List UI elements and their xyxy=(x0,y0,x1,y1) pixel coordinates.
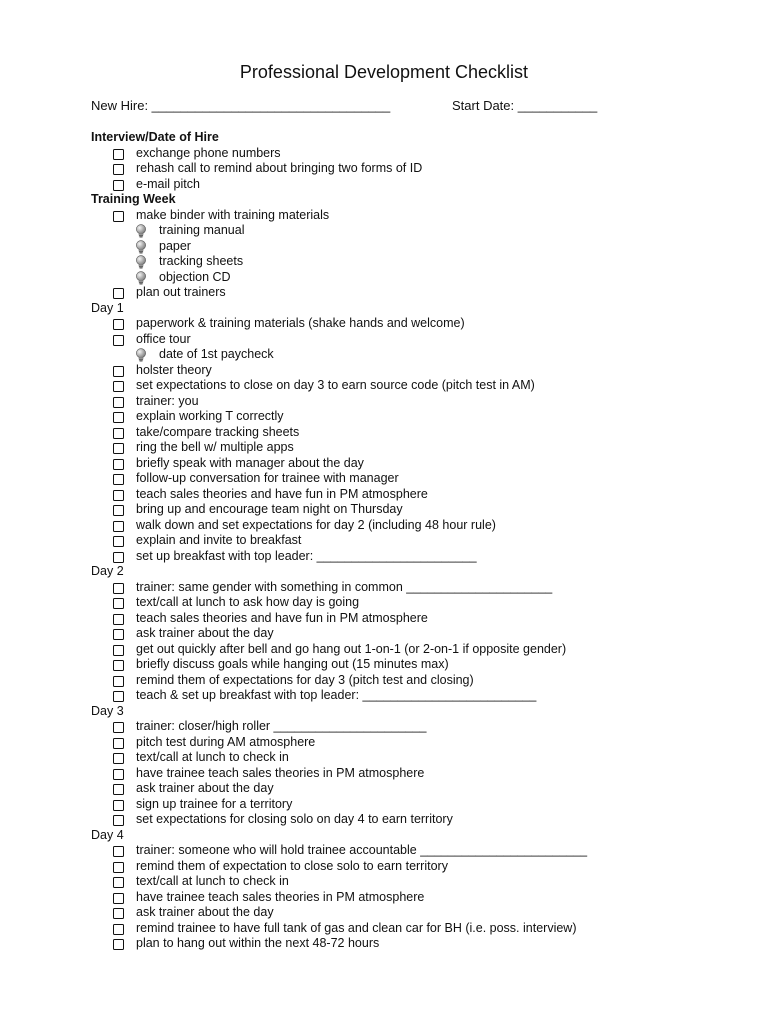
lightbulb-icon xyxy=(135,224,147,238)
checklist-item xyxy=(0,750,768,766)
checkbox-icon xyxy=(113,180,124,191)
checkbox-icon xyxy=(113,319,124,330)
day-heading xyxy=(0,828,768,844)
checkbox-icon xyxy=(113,397,124,408)
sub-item xyxy=(0,223,768,239)
item-label: trainer: same gender with something in common _____________________ xyxy=(136,579,553,594)
item-label: ring the bell w/ multiple apps xyxy=(136,440,294,454)
heading-label: Interview/Date of Hire xyxy=(91,130,219,144)
checklist-item xyxy=(0,812,768,828)
item-label: take/compare tracking sheets xyxy=(136,424,300,439)
checkbox-icon xyxy=(113,505,124,516)
checklist-item xyxy=(0,859,768,875)
item-label: plan out trainers xyxy=(136,285,226,299)
heading-label: Day 3 xyxy=(91,703,124,718)
checkbox-icon xyxy=(113,536,124,547)
checkbox-icon xyxy=(113,722,124,733)
item-label: set expectations for closing solo on day 4 to earn territory xyxy=(136,812,453,826)
checklist-item xyxy=(0,766,768,782)
checklist-item xyxy=(0,657,768,673)
day-heading xyxy=(0,564,768,580)
sub-item xyxy=(0,239,768,255)
item-label: trainer: you xyxy=(136,393,199,408)
item-label: follow-up conversation for trainee with manager xyxy=(136,471,399,485)
lightbulb-icon xyxy=(135,240,147,254)
checkbox-icon xyxy=(113,877,124,888)
checkbox-icon xyxy=(113,521,124,532)
checklist-item xyxy=(0,595,768,611)
checklist-item xyxy=(0,626,768,642)
item-label: remind them of expectation to close solo to earn territory xyxy=(136,858,448,873)
checklist-item xyxy=(0,378,768,394)
item-label: ask trainer about the day xyxy=(136,905,274,919)
checklist-item xyxy=(0,456,768,472)
item-label: office tour xyxy=(136,331,191,346)
checklist-item xyxy=(0,874,768,890)
day-heading xyxy=(0,301,768,317)
lightbulb-icon xyxy=(135,255,147,269)
heading-label: Day 2 xyxy=(91,564,124,578)
checklist-item xyxy=(0,409,768,425)
item-label: paper xyxy=(159,238,191,253)
item-label: trainer: someone who will hold trainee accountable ________________________ xyxy=(136,843,588,857)
item-label: exchange phone numbers xyxy=(136,145,281,160)
section-heading xyxy=(0,130,768,146)
checkbox-icon xyxy=(113,738,124,749)
checklist-item xyxy=(0,533,768,549)
checklist-item xyxy=(0,502,768,518)
item-label: text/call at lunch to ask how day is going xyxy=(136,595,360,609)
item-label: have trainee teach sales theories in PM atmosphere xyxy=(136,765,425,780)
checkbox-icon xyxy=(113,846,124,857)
checkbox-icon xyxy=(113,459,124,470)
item-label: briefly discuss goals while hanging out (15 minutes max) xyxy=(136,657,449,671)
sub-item xyxy=(0,347,768,363)
checklist-item xyxy=(0,890,768,906)
item-label: remind them of expectations for day 3 (pitch test and closing) xyxy=(136,672,474,687)
checkbox-icon xyxy=(113,149,124,160)
item-label: e-mail pitch xyxy=(136,176,200,191)
checklist-item xyxy=(0,487,768,503)
page-title: Professional Development Checklist xyxy=(239,62,529,82)
checkbox-icon xyxy=(113,691,124,702)
item-label: ask trainer about the day xyxy=(136,781,274,795)
item-label: get out quickly after bell and go hang out 1-on-1 (or 2-on-1 if opposite gender) xyxy=(136,641,567,656)
checklist-item xyxy=(0,177,768,193)
item-label: tracking sheets xyxy=(159,254,244,268)
checkbox-icon xyxy=(113,490,124,501)
checklist-item xyxy=(0,316,768,332)
checkbox-icon xyxy=(113,753,124,764)
checklist-item xyxy=(0,146,768,162)
item-label: training manual xyxy=(159,223,245,237)
checklist-item xyxy=(0,363,768,379)
item-label: ask trainer about the day xyxy=(136,626,274,640)
item-label: remind trainee to have full tank of gas and clean car for BH (i.e. poss. interview) xyxy=(136,920,577,935)
checkbox-icon xyxy=(113,552,124,563)
checkbox-icon xyxy=(113,939,124,950)
heading-label: Day 1 xyxy=(91,300,124,315)
checkbox-icon xyxy=(113,443,124,454)
item-label: set up breakfast with top leader: _______________________ xyxy=(136,548,477,563)
item-label: paperwork & training materials (shake hands and welcome) xyxy=(136,316,465,330)
sub-item xyxy=(0,270,768,286)
checklist-item xyxy=(0,440,768,456)
checkbox-icon xyxy=(113,598,124,609)
checklist-item xyxy=(0,208,768,224)
checkbox-icon xyxy=(113,908,124,919)
lightbulb-icon xyxy=(135,348,147,362)
checklist-item xyxy=(0,673,768,689)
checklist-item xyxy=(0,425,768,441)
lightbulb-icon xyxy=(135,271,147,285)
item-label: walk down and set expectations for day 2 (including 48 hour rule) xyxy=(136,517,496,532)
item-label: pitch test during AM atmosphere xyxy=(136,734,316,749)
checkbox-icon xyxy=(113,614,124,625)
checklist-item xyxy=(0,642,768,658)
checkbox-icon xyxy=(113,862,124,873)
checklist-item xyxy=(0,797,768,813)
checklist-item xyxy=(0,611,768,627)
checkbox-icon xyxy=(113,335,124,346)
checklist-item xyxy=(0,549,768,565)
new-hire-field: New Hire: _________________________________ xyxy=(91,98,391,113)
checkbox-icon xyxy=(113,583,124,594)
checklist-item xyxy=(0,471,768,487)
checkbox-icon xyxy=(113,769,124,780)
item-label: objection CD xyxy=(159,269,231,284)
checklist-item xyxy=(0,688,768,704)
checklist-item xyxy=(0,394,768,410)
item-label: trainer: closer/high roller ______________________ xyxy=(136,719,427,733)
checklist-item xyxy=(0,285,768,301)
checklist-item xyxy=(0,921,768,937)
day-heading xyxy=(0,704,768,720)
checkbox-icon xyxy=(113,288,124,299)
checkbox-icon xyxy=(113,815,124,826)
checklist-item xyxy=(0,905,768,921)
checklist-item xyxy=(0,735,768,751)
checkbox-icon xyxy=(113,366,124,377)
heading-label: Training Week xyxy=(91,192,176,206)
checkbox-icon xyxy=(113,645,124,656)
start-date-field: Start Date: ___________ xyxy=(452,98,598,113)
checklist-item xyxy=(0,936,768,952)
checklist-item xyxy=(0,719,768,735)
checklist-item xyxy=(0,781,768,797)
checkbox-icon xyxy=(113,660,124,671)
checkbox-icon xyxy=(113,211,124,222)
checkbox-icon xyxy=(113,164,124,175)
item-label: make binder with training materials xyxy=(136,207,330,222)
checklist-item xyxy=(0,332,768,348)
checkbox-icon xyxy=(113,676,124,687)
item-label: teach & set up breakfast with top leader: _________________________ xyxy=(136,688,537,702)
item-label: set expectations to close on day 3 to earn source code (pitch test in AM) xyxy=(136,378,535,392)
item-label: teach sales theories and have fun in PM atmosphere xyxy=(136,610,428,625)
checkbox-icon xyxy=(113,629,124,640)
checkbox-icon xyxy=(113,412,124,423)
checkbox-icon xyxy=(113,893,124,904)
item-label: explain working T correctly xyxy=(136,409,284,423)
item-label: plan to hang out within the next 48-72 hours xyxy=(136,936,380,950)
item-label: bring up and encourage team night on Thursday xyxy=(136,502,403,516)
heading-label: Day 4 xyxy=(91,827,124,842)
item-label: text/call at lunch to check in xyxy=(136,750,289,764)
item-label: briefly speak with manager about the day xyxy=(136,455,364,470)
checklist-item xyxy=(0,161,768,177)
sub-item xyxy=(0,254,768,270)
checkbox-icon xyxy=(113,428,124,439)
checkbox-icon xyxy=(113,800,124,811)
checkbox-icon xyxy=(113,381,124,392)
item-label: date of 1st paycheck xyxy=(159,347,274,361)
item-label: teach sales theories and have fun in PM atmosphere xyxy=(136,486,428,501)
item-label: sign up trainee for a territory xyxy=(136,796,293,811)
checklist-item xyxy=(0,580,768,596)
checklist-item xyxy=(0,518,768,534)
item-label: text/call at lunch to check in xyxy=(136,874,289,888)
checkbox-icon xyxy=(113,924,124,935)
item-label: have trainee teach sales theories in PM atmosphere xyxy=(136,889,425,904)
checkbox-icon xyxy=(113,474,124,485)
item-label: holster theory xyxy=(136,362,212,377)
checklist-item xyxy=(0,843,768,859)
item-label: explain and invite to breakfast xyxy=(136,533,302,547)
checkbox-icon xyxy=(113,784,124,795)
section-heading xyxy=(0,192,768,208)
checklist xyxy=(0,130,768,952)
item-label: rehash call to remind about bringing two forms of ID xyxy=(136,161,423,175)
